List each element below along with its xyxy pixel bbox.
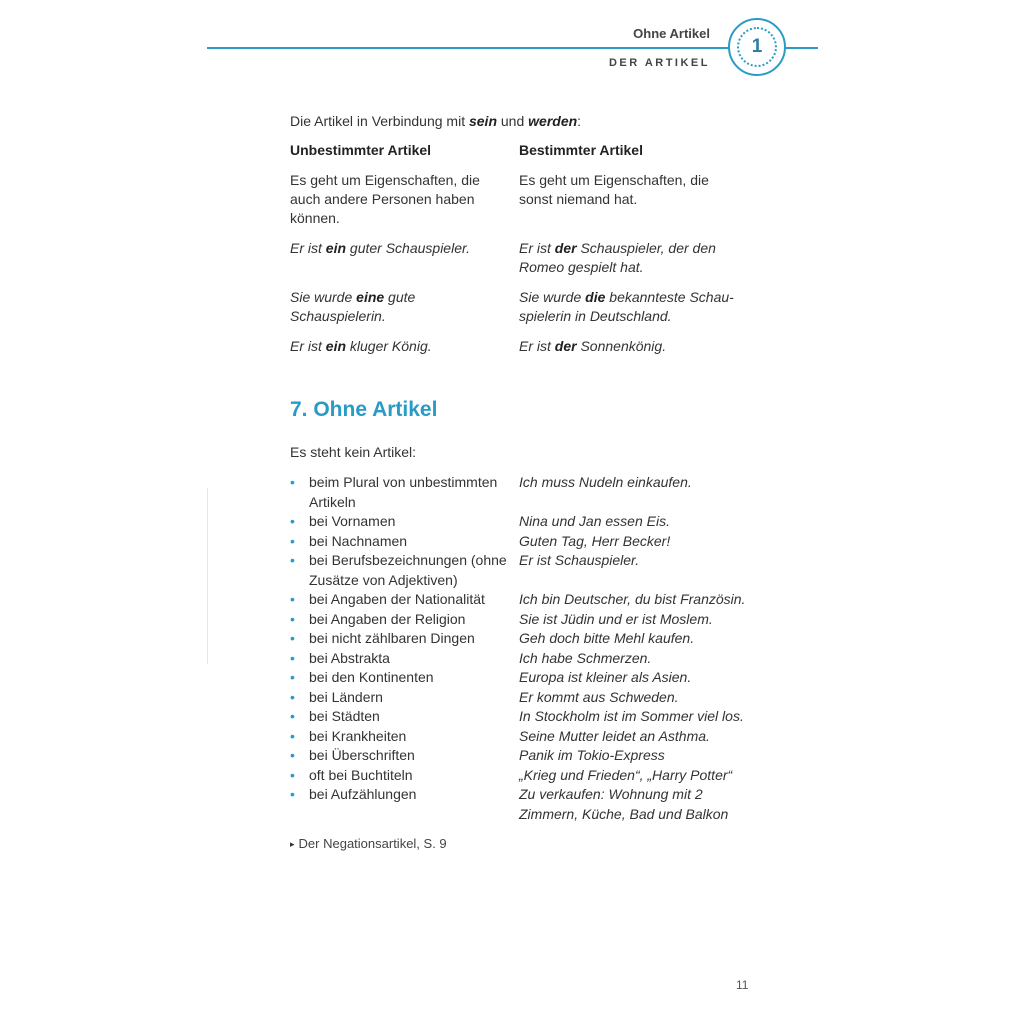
- bullet-icon: •: [290, 611, 295, 627]
- cross-reference[interactable]: [290, 836, 447, 851]
- example-text: Ich bin Deutscher, du bist Französin.: [519, 591, 746, 607]
- example-text: Ich muss Nudeln einkaufen.: [519, 474, 692, 490]
- bullet-icon: •: [290, 591, 295, 607]
- bullet-icon: •: [290, 533, 295, 549]
- rule-text: bei Krankheiten: [309, 728, 407, 744]
- bullet-icon: •: [290, 747, 295, 763]
- example-text: Europa ist kleiner als Asien.: [519, 669, 692, 685]
- example-text: Ich habe Schmerzen.: [519, 650, 652, 666]
- example-text: Geh doch bitte Mehl kaufen.: [519, 630, 695, 646]
- bullet-icon: •: [290, 630, 295, 646]
- bullet-icon: •: [290, 513, 295, 529]
- rule-text: bei Aufzählungen: [309, 786, 417, 802]
- example-indefinite-1: Er ist ein guter Schauspieler.: [290, 240, 471, 256]
- rule-text: bei Städten: [309, 708, 380, 724]
- rule-text: bei Angaben der Nationalität: [309, 591, 485, 607]
- example-text: „Krieg und Frieden“, „Harry Potter“: [519, 767, 733, 783]
- bullet-icon: •: [290, 689, 295, 705]
- cross-reference-text: Der Negationsartikel, S. 9: [298, 836, 447, 851]
- example-text: Nina und Jan essen Eis.: [519, 513, 670, 529]
- chapter-badge: [728, 18, 786, 76]
- section-title: 7. Ohne Artikel: [290, 398, 438, 421]
- example-definite-1: Er ist der Schauspieler, der den Romeo gespielt hat.: [519, 240, 716, 275]
- running-header-section: Ohne Artikel: [633, 26, 710, 41]
- running-header-chapter: DER ARTIKEL: [608, 57, 710, 69]
- rule-text: bei Berufsbezeichnungen (ohne Zusätze von Adjektiven): [309, 552, 507, 588]
- example-text: Sie ist Jüdin und er ist Moslem.: [519, 611, 713, 627]
- example-indefinite-2: Sie wurde eine gute Schauspielerin.: [290, 289, 416, 324]
- intro-word-sein: sein: [468, 113, 497, 129]
- section-lead: Es steht kein Artikel:: [290, 444, 417, 460]
- rule-text: bei Ländern: [309, 689, 383, 705]
- intro-line: [290, 113, 581, 129]
- bullet-icon: •: [290, 669, 295, 685]
- rule-text: bei Vornamen: [309, 513, 396, 529]
- example-definite-2: Sie wurde die bekannteste Schauspielerin in Deutschland.: [519, 289, 734, 324]
- bullet-icon: •: [290, 786, 295, 802]
- example-text: Panik im Tokio-Express: [519, 747, 665, 763]
- intro-word-werden: werden: [528, 113, 578, 129]
- example-text: Er ist Schauspieler.: [519, 552, 640, 568]
- column-header-definite: Bestimmter Artikel: [519, 142, 643, 158]
- intro-suffix: :: [577, 113, 582, 129]
- rule-text: bei Angaben der Religion: [309, 611, 466, 627]
- bullet-icon: •: [290, 767, 295, 783]
- example-text: In Stockholm ist im Sommer viel los.: [519, 708, 744, 724]
- bullet-icon: •: [290, 708, 295, 724]
- rule-text: bei den Kontinenten: [309, 669, 434, 685]
- rule-text: bei Abstrakta: [309, 650, 390, 666]
- description-definite: Es geht um Eigenschaften, die sonst niemand hat.: [519, 172, 709, 207]
- rule-text: oft bei Buchtiteln: [309, 767, 413, 783]
- example-text: Er kommt aus Schweden.: [519, 689, 679, 705]
- rule-text: bei nicht zählbaren Dingen: [309, 630, 475, 646]
- intro-prefix: Die Artikel in Verbindung mit: [290, 113, 469, 129]
- rule-text: bei Überschriften: [309, 747, 415, 763]
- margin-mark: [207, 488, 208, 664]
- example-indefinite-3: Er ist ein kluger König.: [290, 338, 432, 354]
- triangle-right-icon: ▸: [290, 839, 295, 849]
- column-header-indefinite: Unbestimmter Artikel: [290, 142, 432, 158]
- example-definite-3: Er ist der Sonnenkönig.: [519, 338, 667, 354]
- page-number: 11: [736, 978, 749, 992]
- bullet-icon: •: [290, 552, 295, 568]
- chapter-number: 1: [737, 27, 777, 67]
- example-text: Seine Mutter leidet an Asthma.: [519, 728, 710, 744]
- bullet-icon: •: [290, 474, 295, 490]
- rule-text: beim Plural von unbestimmten Artikeln: [309, 474, 498, 510]
- example-text: Guten Tag, Herr Becker!: [519, 533, 671, 549]
- description-indefinite: Es geht um Eigenschaften, die auch andere Personen haben können.: [290, 172, 480, 226]
- header-rule: [207, 47, 818, 49]
- example-text: Zu verkaufen: Wohnung mit 2 Zimmern, Küche, Bad und Balkon: [519, 786, 729, 822]
- bullet-icon: •: [290, 650, 295, 666]
- bullet-icon: •: [290, 728, 295, 744]
- rule-text: bei Nachnamen: [309, 533, 408, 549]
- intro-middle: und: [497, 113, 529, 129]
